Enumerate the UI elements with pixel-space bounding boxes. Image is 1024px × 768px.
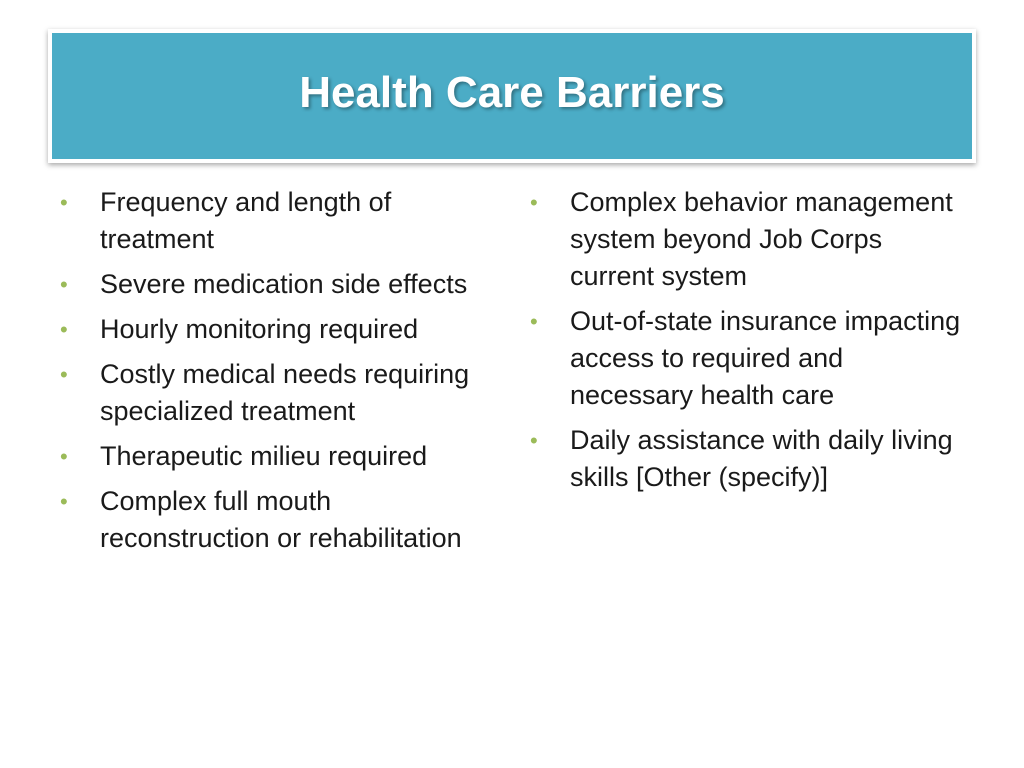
- bullet-text: Frequency and length of treatment: [100, 187, 392, 254]
- left-column: [58, 184, 498, 565]
- bullet-item: [58, 266, 498, 303]
- bullet-item: [58, 184, 498, 258]
- slide-title: Health Care Barriers: [299, 68, 725, 117]
- title-bar: [52, 33, 972, 159]
- right-bullet-list: [528, 184, 968, 496]
- bullet-dot-icon: •: [530, 190, 538, 215]
- bullet-text: Hourly monitoring required: [100, 314, 419, 344]
- bullet-dot-icon: •: [60, 489, 68, 514]
- bullet-item: [58, 483, 498, 557]
- right-column: [528, 184, 968, 504]
- bullet-item: [528, 422, 968, 496]
- bullet-item: [528, 303, 968, 414]
- title-frame: [48, 29, 976, 163]
- left-bullet-list: [58, 184, 498, 557]
- bullet-text: Costly medical needs requiring specialized treatment: [100, 359, 470, 426]
- bullet-text: Daily assistance with daily living skills [Other (specify)]: [570, 425, 953, 492]
- bullet-item: [58, 356, 498, 430]
- bullet-dot-icon: •: [60, 190, 68, 215]
- bullet-dot-icon: •: [60, 272, 68, 297]
- bullet-dot-icon: •: [60, 444, 68, 469]
- bullet-dot-icon: •: [60, 317, 68, 342]
- bullet-item: [528, 184, 968, 295]
- bullet-text: Severe medication side effects: [100, 269, 468, 299]
- bullet-dot-icon: •: [530, 309, 538, 334]
- bullet-text: Out-of-state insurance impacting access to required and necessary health care: [570, 306, 961, 410]
- bullet-text: Complex full mouth reconstruction or rehabilitation: [100, 486, 462, 553]
- bullet-dot-icon: •: [60, 362, 68, 387]
- bullet-dot-icon: •: [530, 428, 538, 453]
- bullet-item: [58, 311, 498, 348]
- bullet-text: Therapeutic milieu required: [100, 441, 428, 471]
- bullet-text: Complex behavior management system beyond Job Corps current system: [570, 187, 953, 291]
- bullet-item: [58, 438, 498, 475]
